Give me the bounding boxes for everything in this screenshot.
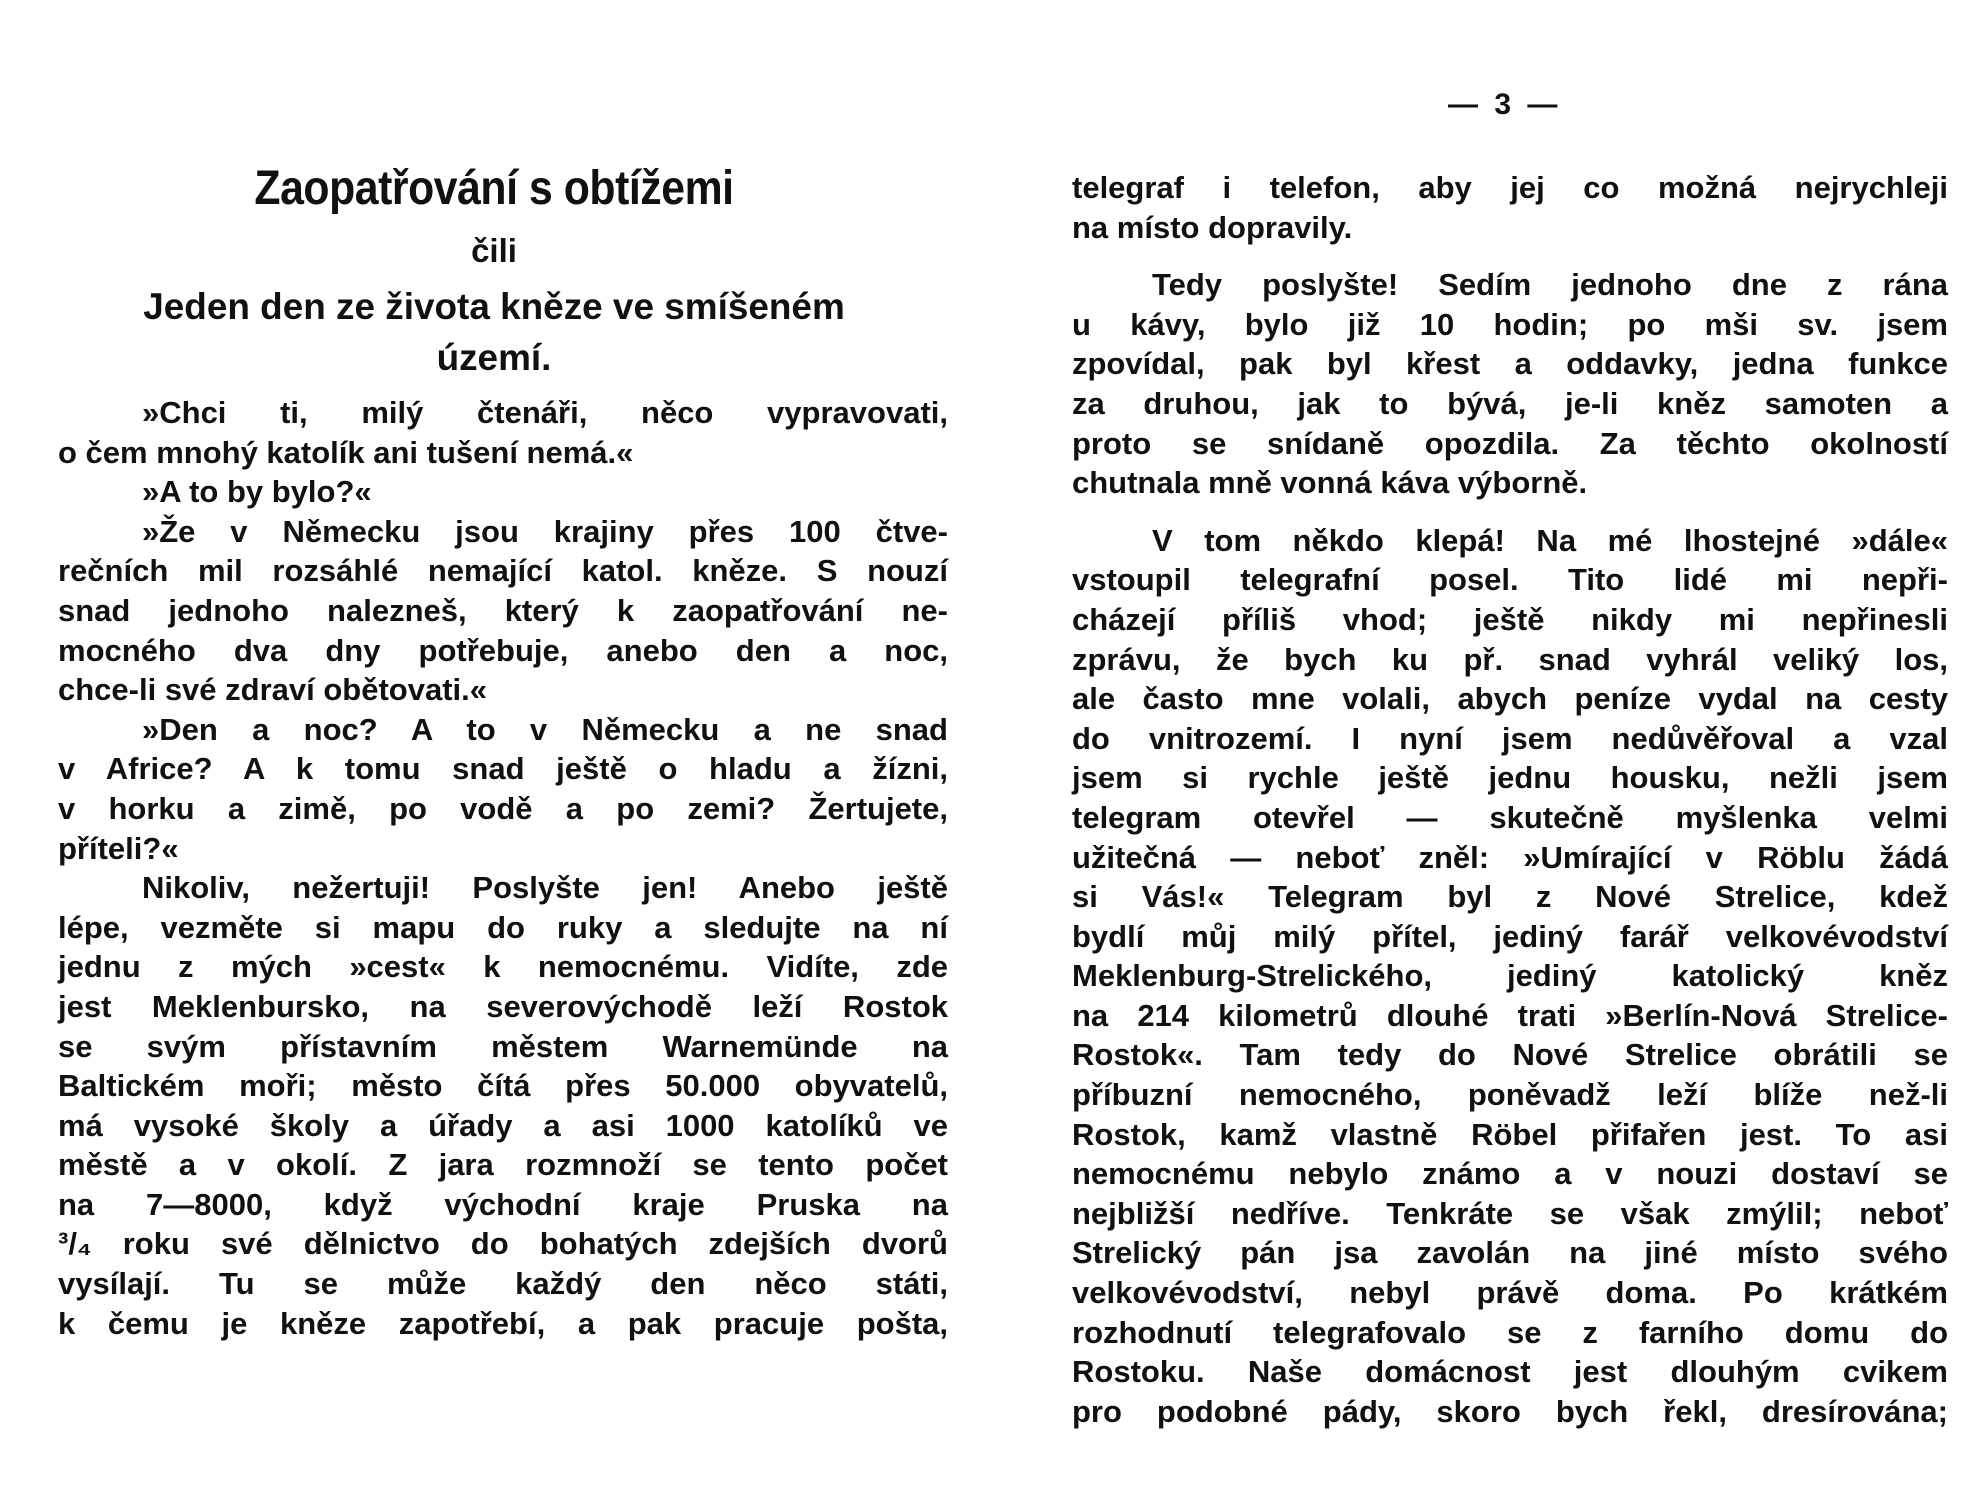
text-line: na 7—8000, když východní kraje Pruska na — [58, 1186, 948, 1222]
text-line: v horku a zimě, po vodě a po zemi? Žertujete, — [58, 790, 948, 826]
text-line: Rostok, kamž vlastně Röbel přifařen jest. To asi — [1072, 1116, 1948, 1152]
right-body-text — [1072, 168, 1948, 1431]
text-line: užitečná — neboť zněl: »Umírající v Röblu žádá — [1072, 839, 1948, 875]
text-line: vstoupil telegrafní posel. Tito lidé mi nepři- — [1072, 562, 1948, 598]
text-line: proto se snídaně opozdila. Za těchto okolností — [1072, 425, 1948, 461]
text-line: na místo dopravily. — [1072, 209, 1353, 245]
right-page — [988, 0, 1976, 1500]
text-line: příteli?« — [58, 830, 179, 866]
text-line: zpovídal, pak byl křest a oddavky, jedna funkce — [1072, 346, 1948, 382]
text-line: mocného dva dny potřebuje, anebo den a noc, — [58, 632, 948, 668]
text-line: nemocnému nebylo známo a v nouzi dostaví se — [1072, 1156, 1948, 1192]
text-line: do vnitrozemí. I nyní jsem nedůvěřoval a vzal — [1072, 720, 1948, 756]
text-line: ale často mne volali, abych peníze vydal na cesty — [1072, 681, 1948, 717]
article-subtitle-line-2: území. — [436, 337, 552, 378]
text-line: Strelický pán jsa zavolán na jiné místo svého — [1072, 1235, 1948, 1271]
text-line: ³/₄ roku své dělnictvo do bohatých zdejších dvorů — [58, 1226, 948, 1262]
text-line: pro podobné pády, skoro bych řekl, dresírována; — [1072, 1393, 1948, 1429]
text-line: zprávu, že bych ku př. snad vyhrál veliký los, — [1072, 641, 1948, 677]
text-line: cházejí příliš vhod; ještě nikdy mi nepřinesli — [1072, 601, 1948, 637]
text-line: chce-li své zdraví obětovati.« — [58, 672, 488, 708]
page-number: — 3 — — [1448, 88, 1562, 121]
text-line: si Vás!« Telegram byl z Nové Strelice, kdež — [1072, 879, 1948, 915]
text-line: k čemu je kněze zapotřebí, a pak pracuje pošta, — [58, 1305, 948, 1341]
article-title: Zaopatřování s obtížemi — [254, 161, 734, 215]
text-line: rozhodnutí telegrafovalo se z farního domu do — [1072, 1314, 1948, 1350]
text-line: snad jednoho nalezneš, který k zaopatřování ne- — [58, 592, 948, 628]
paragraph-gap — [1072, 247, 1948, 265]
text-line: Baltickém moři; město čítá přes 50.000 obyvatelů, — [58, 1068, 948, 1104]
text-line: chutnala mně vonná káva výborně. — [1072, 465, 1588, 501]
text-line: bydlí můj milý přítel, jediný farář velkovévodství — [1072, 918, 1948, 954]
text-line: vysílají. Tu se může každý den něco státi, — [58, 1266, 948, 1302]
text-line: »Chci ti, milý čtenáři, něco vypravovati, — [142, 395, 948, 430]
text-line: jsem si rychle ještě jednu housku, nežli jsem — [1072, 760, 1948, 796]
text-line: nejbližší nedříve. Tenkráte se však zmýlil; neboť — [1072, 1195, 1948, 1231]
text-line: Rostok«. Tam tedy do Nové Strelice obrátili se — [1072, 1037, 1948, 1073]
text-line: Rostoku. Naše domácnost jest dlouhým cvikem — [1072, 1354, 1948, 1390]
text-line: na 214 kilometrů dlouhé trati »Berlín-Nová Strelice- — [1072, 997, 1948, 1033]
text-line: má vysoké školy a úřady a asi 1000 katolíků ve — [58, 1107, 948, 1143]
text-line: telegram otevřel — skutečně myšlenka velmi — [1072, 799, 1948, 835]
text-line: o čem mnohý katolík ani tušení nemá.« — [58, 434, 634, 470]
text-line: se svým přístavním městem Warnemünde na — [58, 1028, 948, 1064]
text-line: »A to by bylo?« — [142, 474, 372, 510]
text-line: lépe, vezměte si mapu do ruky a sledujte na ní — [58, 909, 948, 945]
text-line: za druhou, jak to bývá, je-li kněz samoten a — [1072, 385, 1948, 421]
article-subtitle-line-1: Jeden den ze života kněze ve smíšeném — [143, 286, 845, 327]
title-conjunction: čili — [471, 232, 517, 269]
text-line: velkovévodství, nebyl právě doma. Po krátkém — [1072, 1275, 1948, 1311]
text-line: »Že v Německu jsou krajiny přes 100 čtve- — [142, 513, 948, 549]
text-line: Tedy poslyšte! Sedím jednoho dne z rána — [1152, 267, 1948, 303]
text-line: v Africe? A k tomu snad ještě o hladu a žízni, — [58, 751, 948, 787]
text-line: Nikoliv, nežertuji! Poslyšte jen! Anebo ještě — [142, 870, 948, 906]
text-line: příbuzní nemocného, poněvadž leží blíže než-li — [1072, 1077, 1948, 1113]
text-line: u kávy, bylo již 10 hodin; po mši sv. jsem — [1072, 306, 1948, 342]
text-line: V tom někdo klepá! Na mé lhostejné »dále« — [1152, 522, 1948, 558]
text-line: jednu z mých »cest« k nemocnému. Vidíte, zde — [58, 949, 948, 985]
paragraph-gap — [1072, 503, 1948, 521]
text-line: Meklenburg-Strelického, jediný katolický kněz — [1072, 958, 1948, 994]
text-line: »Den a noc? A to v Německu a ne snad — [142, 711, 948, 747]
left-body-text — [58, 393, 948, 1343]
text-line: rečních mil rozsáhlé nemající katol. kněze. S nouzí — [58, 553, 948, 589]
text-line: jest Meklenbursko, na severovýchodě leží Rostok — [58, 988, 948, 1024]
text-line: městě a v okolí. Z jara rozmnoží se tento počet — [58, 1147, 948, 1183]
text-line: telegraf i telefon, aby jej co možná nejrychleji — [1072, 170, 1948, 205]
